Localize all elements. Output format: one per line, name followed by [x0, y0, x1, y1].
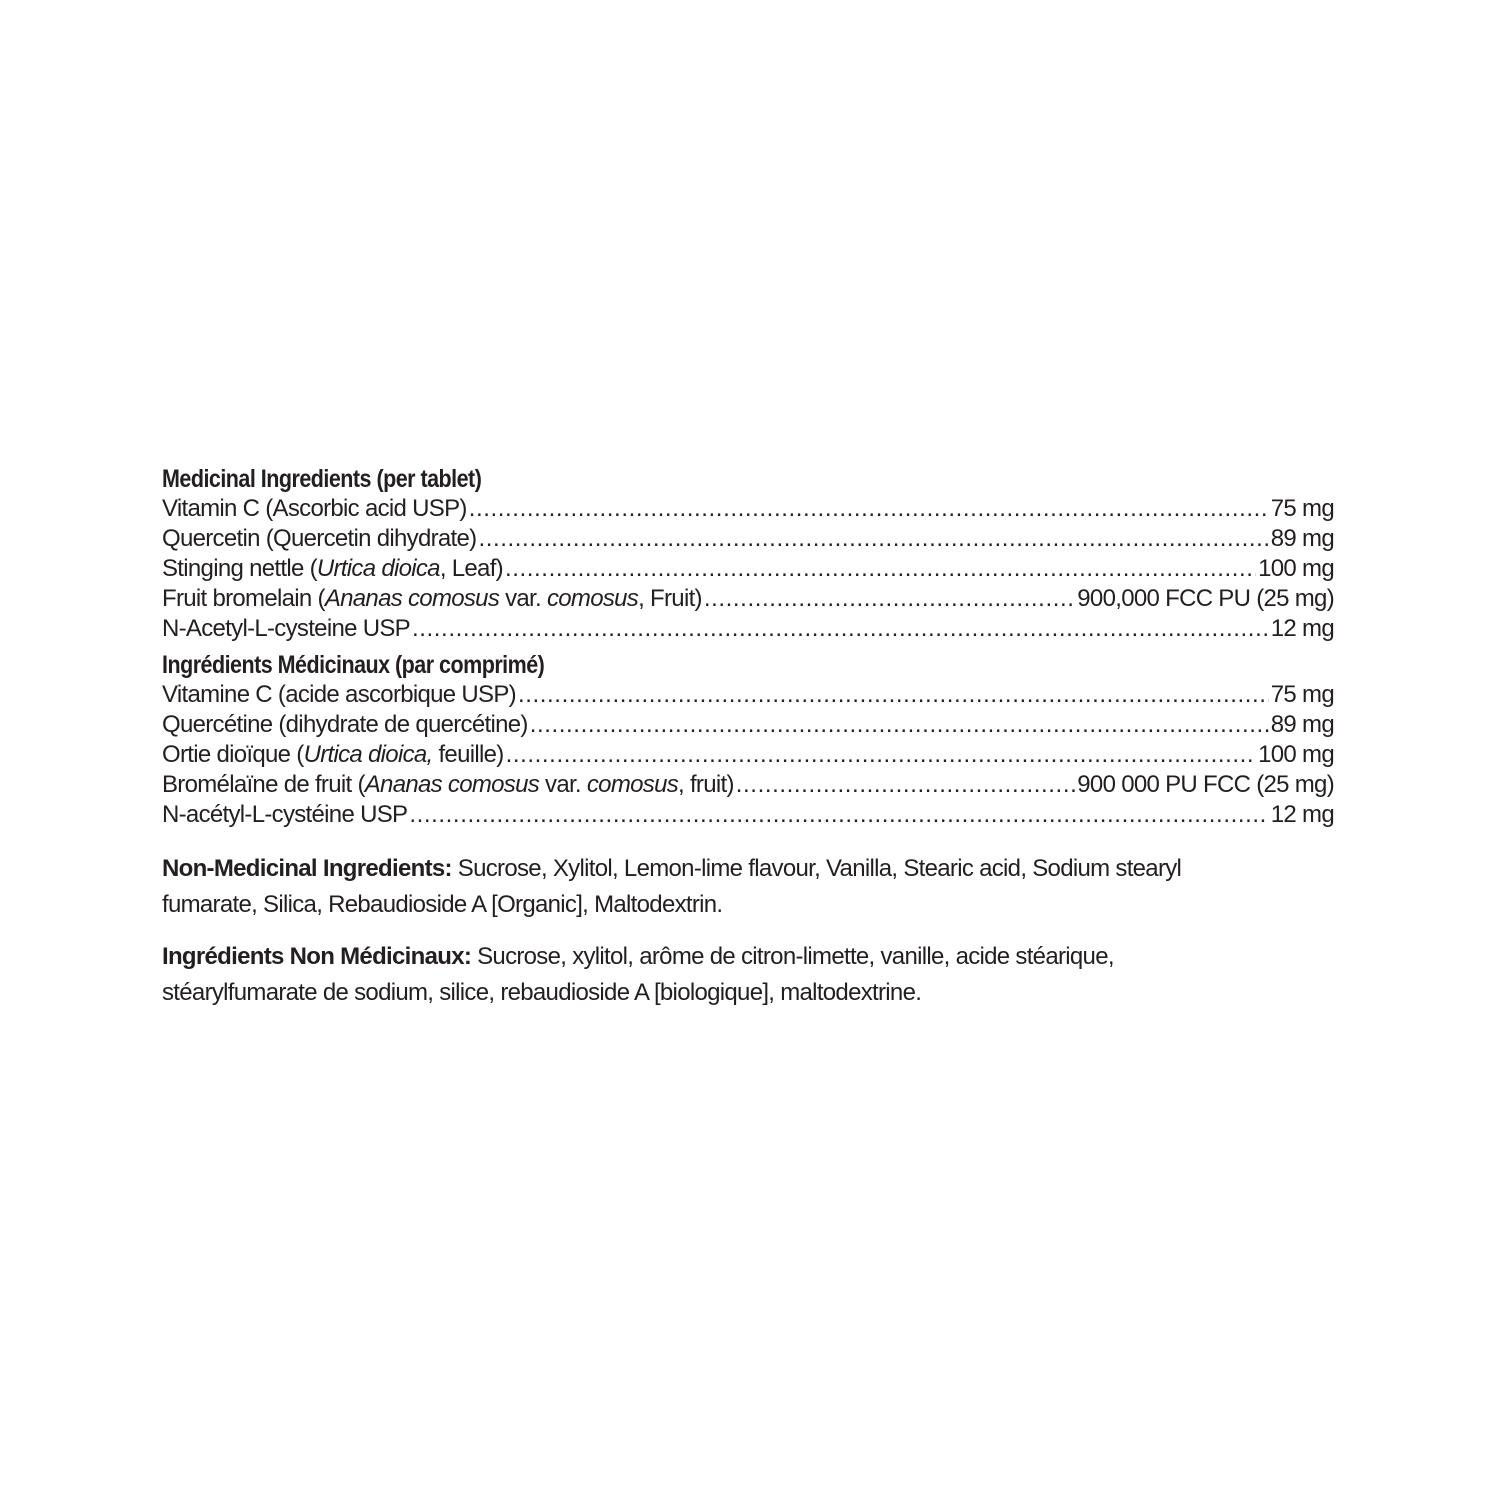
- dot-leader: [409, 800, 1268, 830]
- ingredient-row: [162, 740, 1334, 770]
- dot-leader: [412, 614, 1269, 644]
- ingredient-amount: 89 mg: [1270, 525, 1334, 552]
- ingredient-amount: 100 mg: [1258, 555, 1334, 582]
- non-medicinal-text-fr: Sucrose, xylitol, arôme de citron-limette, vanille, acide stéarique, stéarylfumarate de sodium, silice, rebaudioside A [biologique], maltodextrine.: [162, 943, 1114, 1006]
- ingredient-amount: 100 mg: [1258, 741, 1334, 768]
- medicinal-ingredients-list-fr: [162, 680, 1334, 830]
- medicinal-ingredients-title-fr: Ingrédients Médicinaux (par comprimé): [162, 651, 545, 679]
- ingredient-label: [162, 464, 1334, 1011]
- ingredient-row: [162, 554, 1334, 584]
- ingredient-name: Stinging nettle (Urtica dioica, Leaf): [162, 555, 503, 582]
- ingredient-name: Vitamin C (Ascorbic acid USP): [162, 495, 467, 522]
- latin-variety: comosus: [546, 585, 639, 612]
- dot-leader: [704, 584, 1075, 614]
- ingredient-row: [162, 584, 1334, 614]
- non-medicinal-ingredients-en: [162, 851, 1252, 923]
- latin-variety: comosus: [586, 771, 679, 798]
- medicinal-ingredients-list-en: [162, 494, 1334, 644]
- ingredient-name: N-acétyl-L-cystéine USP: [162, 801, 408, 828]
- ingredient-amount: 75 mg: [1270, 681, 1334, 708]
- ingredient-amount: 900 000 PU FCC (25 mg): [1077, 771, 1334, 798]
- ingredient-amount: 12 mg: [1270, 615, 1334, 642]
- non-medicinal-label-en: Non-Medicinal Ingredients:: [162, 855, 452, 882]
- ingredient-row: [162, 710, 1334, 740]
- dot-leader: [469, 494, 1269, 524]
- ingredient-amount: 89 mg: [1270, 711, 1334, 738]
- dot-leader: [736, 770, 1076, 800]
- ingredient-name: Bromélaïne de fruit (Ananas comosus var. comosus, fruit): [162, 771, 734, 798]
- ingredient-row: [162, 770, 1334, 800]
- ingredient-row: [162, 800, 1334, 830]
- ingredient-row: [162, 614, 1334, 644]
- non-medicinal-label-fr: Ingrédients Non Médicinaux:: [162, 943, 472, 970]
- ingredient-amount: 12 mg: [1270, 801, 1334, 828]
- latin-name: Ananas comosus: [364, 771, 540, 798]
- ingredient-name: Fruit bromelain (Ananas comosus var. comosus, Fruit): [162, 585, 702, 612]
- dot-leader: [505, 554, 1256, 584]
- dot-leader: [530, 710, 1269, 740]
- ingredient-row: [162, 524, 1334, 554]
- ingredient-row: [162, 680, 1334, 710]
- ingredient-amount: 75 mg: [1270, 495, 1334, 522]
- ingredient-name: Quercétine (dihydrate de quercétine): [162, 711, 528, 738]
- latin-name: Urtica dioica: [316, 555, 440, 582]
- ingredient-name: Quercetin (Quercetin dihydrate): [162, 525, 477, 552]
- latin-name: Urtica dioica,: [303, 741, 433, 768]
- latin-name: Ananas comosus: [324, 585, 500, 612]
- non-medicinal-text-en: Sucrose, Xylitol, Lemon-lime flavour, Vanilla, Stearic acid, Sodium stearyl fumarate, Silica, Rebaudioside A [Organic], Maltodextrin.: [162, 855, 1182, 918]
- medicinal-ingredients-title-en: Medicinal Ingredients (per tablet): [162, 465, 482, 493]
- dot-leader: [506, 740, 1257, 770]
- ingredient-name: Vitamine C (acide ascorbique USP): [162, 681, 516, 708]
- dot-leader: [478, 524, 1268, 554]
- dot-leader: [518, 680, 1269, 710]
- ingredient-name: N-Acetyl-L-cysteine USP: [162, 615, 410, 642]
- ingredient-name: Ortie dioïque (Urtica dioica, feuille): [162, 741, 504, 768]
- ingredient-row: [162, 494, 1334, 524]
- ingredient-amount: 900,000 FCC PU (25 mg): [1077, 585, 1334, 612]
- non-medicinal-ingredients-fr: [162, 939, 1252, 1011]
